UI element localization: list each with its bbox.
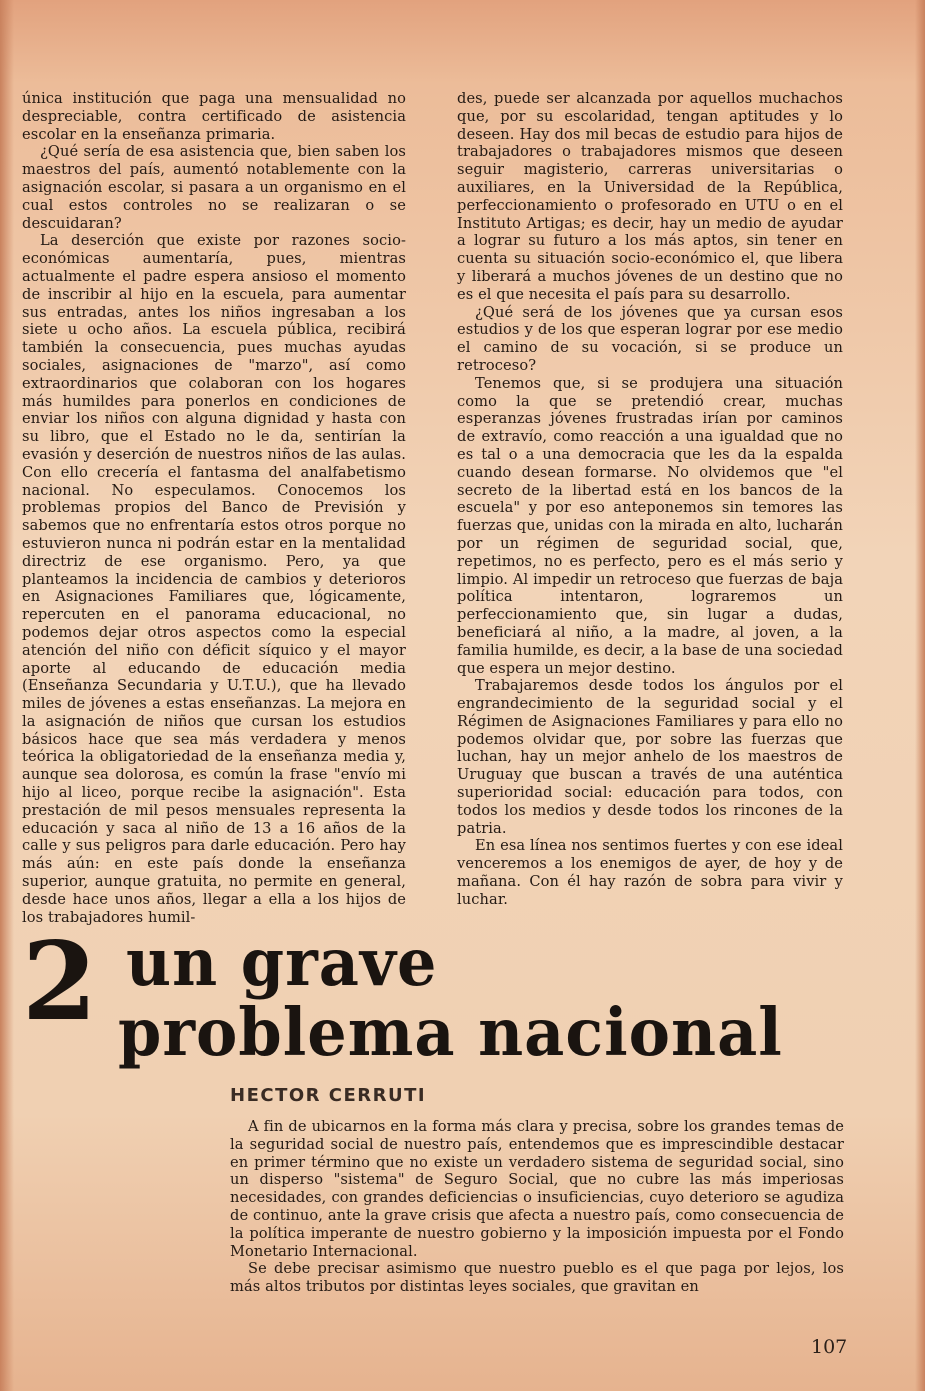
article-title-line-2: problema nacional <box>118 994 783 1071</box>
paragraph: única institución que paga una mensualidad no despreciable, contra certificado de asistencia escolar en la enseñanza primaria. <box>22 90 406 143</box>
paragraph: Trabajaremos desde todos los ángulos por el engrandecimiento de la seguridad social y el Régimen de Asignaciones Familiares y para ello no podemos olvidar que, por sobre las fuerzas que luchan, hay un mejor anhelo de los maestros de Uruguay que buscan a través de una auténtica superioridad social: educación para todos, con todos los medios y desde todos los rincones de la patria. <box>457 677 843 837</box>
article-number: 2 <box>22 919 96 1045</box>
paragraph: des, puede ser alcanzada por aquellos muchachos que, por su escolaridad, tengan aptitudes y lo deseen. Hay dos mil becas de estudio para hijos de trabajadores o trabajadores mismos que deseen seguir magisterio, carreras universitarias o auxiliares, en la Universidad de la República, perfeccionamiento o profesorado en UTU o en el Instituto Artigas; es decir, hay un medio de ayudar a lograr su futuro a los más aptos, sin tener en cuenta su situación socio-económico el, que libera y liberará a muchos jóvenes de un destino que no es el que necesita el país para su desarrollo. <box>457 90 843 303</box>
paragraph: ¿Qué será de los jóvenes que ya cursan esos estudios y de los que esperan lograr por ese medio el camino de su vocación, si se produce un retroceso? <box>457 303 843 374</box>
paragraph: En esa línea nos sentimos fuertes y con ese ideal venceremos a los enemigos de ayer, de hoy y de mañana. Con él hay razón de sobra para vivir y luchar. <box>457 837 843 908</box>
author-byline: HECTOR CERRUTI <box>230 1085 427 1106</box>
paragraph: La deserción que existe por razones socio-económicas aumentaría, pues, mientras actualmente el padre espera ansioso el momento de inscribir al hijo en la escuela, para aumentar sus entradas, antes los niños ingresaban a los siete u ocho años. La escuela pública, recibirá también la consecuencia, pues muchas ayudas sociales, asignaciones de "marzo", así como extraordinarios que colaboran con los hogares más humildes para ponerlos en condiciones de enviar los niños con alguna dignidad y hasta con su libro, que el Estado no le da, sentirían la evasión y deserción de nuestros niños de las aulas. Con ello crecería el fantasma del analfabetismo nacional. No especulamos. Conocemos los problemas propios del Banco de Previsión y sabemos que no enfrentaría estos otros porque no estuvieron nunca ni podrán estar en la mentalidad directriz de ese organismo. Pero, ya que planteamos la incidencia de cambios y deterioros en Asignaciones Familiares que, lógicamente, repercuten en el panorama educacional, no podemos dejar otros aspectos como la especial atención del niño con déficit síquico y el mayor aporte al educando de educación media (Enseñanza Secundaria y U.T.U.), que ha llevado miles de jóvenes a estas enseñanzas. La mejora en la asignación de niños que cursan los estudios básicos hace que sea más verdadera y menos teórica la obligatoriedad de la enseñanza media y, aunque sea dolorosa, es común la frase "envío mi hijo al liceo, porque recibe la asignación". Esta prestación de mil pesos mensuales representa la educación y saca al niño de 13 a 16 años de la calle y sus peligros para darle educación. Pero hay más aún: en este país donde la enseñanza superior, aunque gratuita, no permite en general, desde hace unos años, llegar a ella a los hijos de los trabajadores humil- <box>22 232 406 926</box>
article-title-line-1: un grave <box>126 924 438 1001</box>
article-body <box>230 1118 844 1296</box>
paragraph: ¿Qué sería de esa asistencia que, bien saben los maestros del país, aumentó notablemente con la asignación escolar, si pasara a un organismo en el cual estos controles no se realizaran o se descuidaran? <box>22 143 406 232</box>
article-heading <box>22 919 902 1080</box>
paragraph: Se debe precisar asimismo que nuestro pueblo es el que paga por lejos, los más altos tributos por distintas leyes sociales, que gravitan en <box>230 1260 844 1296</box>
page-edge-shadow <box>0 0 14 1391</box>
paragraph: Tenemos que, si se produjera una situación como la que se pretendió crear, muchas esperanzas jóvenes frustradas irían por caminos de extravío, como reacción a una igualdad que no es tal o a una democracia que les da la espalda cuando desean formarse. No olvidemos que "el secreto de la libertad está en los bancos de la escuela" y por eso anteponemos sin temores las fuerzas que, unidas con la mirada en alto, lucharán por un régimen de seguridad social, que, repetimos, no es perfecto, pero es el más serio y limpio. Al impedir un retroceso que fuerzas de baja política intentaron, lograremos un perfeccionamiento que, sin lugar a dudas, beneficiará al niño, a la madre, al joven, a la familia humilde, es decir, a la base de una sociedad que espera un mejor destino. <box>457 374 843 677</box>
paragraph: A fin de ubicarnos en la forma más clara y precisa, sobre los grandes temas de la seguridad social de nuestro país, entendemos que es imprescindible destacar en primer término que no existe un verdadero sistema de seguridad social, sino un disperso "sistema" de Seguro Social, que no cubre las más imperiosas necesidades, con grandes deficiencias o insuficiencias, cuyo deterioro se agudiza de continuo, ante la grave crisis que afecta a nuestro país, como consecuencia de la política imperante de nuestro gobierno y la imposición impuesta por el Fondo Monetario Internacional. <box>230 1118 844 1260</box>
page-number: 107 <box>811 1336 848 1358</box>
text-column-left <box>22 90 406 926</box>
text-column-right <box>457 90 843 909</box>
page-edge-shadow <box>915 0 925 1391</box>
